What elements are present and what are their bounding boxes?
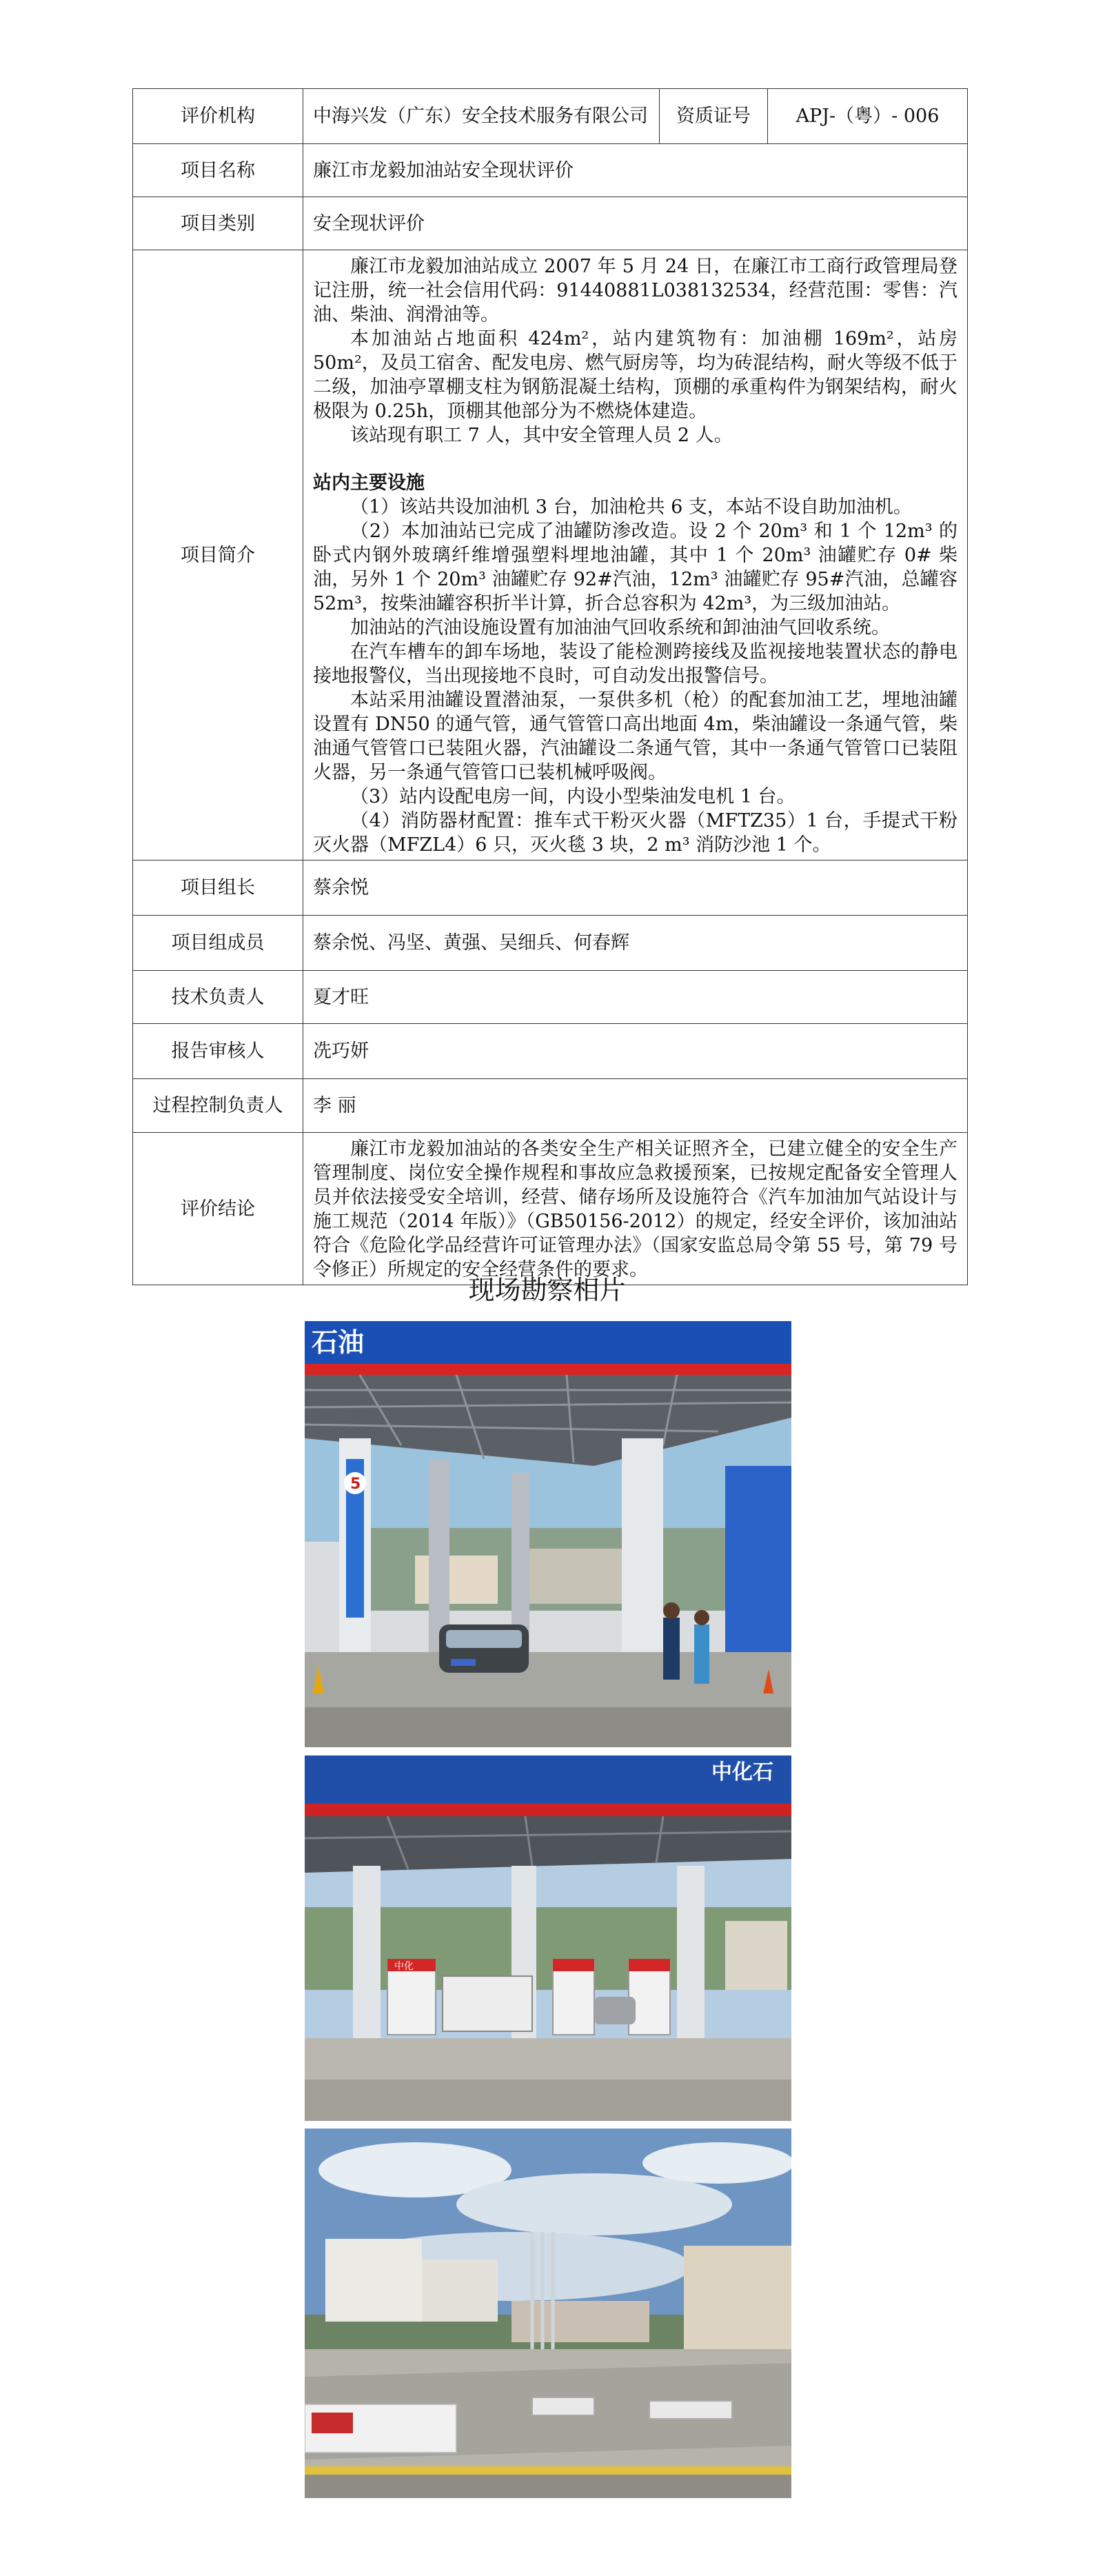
leader-value: 蔡余悦 — [303, 861, 968, 916]
facilities-paragraph: （1）该站共设加油机 3 台，加油枪共 6 支，本站不设自助加油机。 — [350, 496, 912, 518]
facilities-title: 站内主要设施 — [313, 472, 425, 494]
org-label: 评价机构 — [133, 89, 303, 144]
org-value: 中海兴发（广东）安全技术服务有限公司 — [303, 89, 660, 144]
pump-brand-label: 中化 — [394, 1961, 414, 1972]
facilities-paragraph: （2）本加油站已完成了油罐防渗改造。设 2 个 20m³ 和 1 个 12m³ 的卧式内钢外玻璃纤维增强塑料埋地油罐，其中 1 个 20m³ 油罐贮存 0# 柴油，另外 1 个 20m³ 油罐贮存 92#汽油，12m³ 油罐贮存 95#汽油，总罐容 52m³，按柴油罐容积折半计算，折合总容积为 42m³，为三级加油站。 — [313, 521, 958, 614]
conclusion-label: 评价结论 — [133, 1133, 303, 1285]
summary-paragraph: 廉江市龙毅加油站成立 2007 年 5 月 24 日，在廉江市工商行政管理局登记注册，统一社会信用代码：91440881L038132534，经营范围：零售：汽油、柴油、润滑油等。 — [313, 256, 958, 325]
tech-lead-label: 技术负责人 — [133, 971, 303, 1024]
facilities-paragraph: 在汽车槽车的卸车场地，装设了能检测跨接线及监视接地装置状态的静电接地报警仪，当出现接地不良时，可自动发出报警信号。 — [313, 641, 958, 687]
site-photo-canopy-entrance — [305, 1321, 791, 1747]
facilities-paragraph: 本站采用油罐设置潜油泵，一泵供多机（枪）的配套加油工艺，埋地油罐设置有 DN50 的通气管，通气管管口高出地面 4m，柴油罐设一条通气管，柴油通气管管口已装阻火器，汽油罐设二条通气管，其中一条通气管管口已装阻火器，另一条通气管管口已装机械呼吸阀。 — [313, 690, 958, 783]
reviewer-label: 报告审核人 — [133, 1024, 303, 1079]
project-type-value: 安全现状评价 — [303, 197, 968, 250]
cert-label: 资质证号 — [660, 89, 768, 144]
project-name-label: 项目名称 — [133, 144, 303, 197]
reviewer-value: 冼巧妍 — [303, 1024, 968, 1079]
photos-title: 现场勘察相片 — [468, 1275, 626, 1305]
summary-paragraph: 本加油站占地面积 424m²，站内建筑物有：加油棚 169m²，站房 50m²，及员工宿舍、配发电房、燃气厨房等，均为砖混结构，耐火等级不低于二级，加油亭罩棚支柱为钢筋混凝土结构，顶棚的承重构件为钢架结构，耐火极限为 0.25h，顶棚其他部分为不燃烧体建造。 — [313, 328, 958, 422]
leader-label: 项目组长 — [133, 861, 303, 916]
summary-label: 项目简介 — [133, 250, 303, 861]
process-control-label: 过程控制负责人 — [133, 1079, 303, 1133]
members-label: 项目组成员 — [133, 916, 303, 971]
pump-number: 5 — [350, 1476, 361, 1493]
project-name-value: 廉江市龙毅加油站安全现状评价 — [303, 144, 968, 197]
station-sign-text: 中化石 — [711, 1760, 773, 1784]
cert-value: APJ-（粤）- 006 — [768, 89, 968, 144]
evaluation-info-table — [132, 88, 968, 1285]
project-type-label: 项目类别 — [133, 197, 303, 250]
conclusion-content — [303, 1133, 968, 1285]
members-value: 蔡余悦、冯坚、黄强、吴细兵、何春辉 — [303, 916, 968, 971]
process-control-value: 李 丽 — [303, 1079, 968, 1133]
station-sign-text: 石油 — [312, 1327, 365, 1358]
summary-content — [303, 250, 968, 861]
facilities-paragraph: 加油站的汽油设施设置有加油油气回收系统和卸油油气回收系统。 — [350, 617, 890, 638]
site-photo-tank-area — [305, 2129, 791, 2498]
tech-lead-value: 夏才旺 — [303, 971, 968, 1024]
site-photo-fuel-pumps — [305, 1755, 791, 2121]
facilities-paragraph: （3）站内设配电房一间，内设小型柴油发电机 1 台。 — [350, 786, 796, 807]
facilities-paragraph: （4）消防器材配置：推车式干粉灭火器（MFTZ35）1 台，手提式干粉灭火器（MFZL4）6 只，灭火毯 3 块，2 m³ 消防沙池 1 个。 — [313, 810, 958, 856]
summary-paragraph: 该站现有职工 7 人，其中安全管理人员 2 人。 — [350, 425, 733, 446]
conclusion-text: 廉江市龙毅加油站的各类安全生产相关证照齐全，已建立健全的安全生产管理制度、岗位安全操作规程和事故应急救援预案，已按规定配备安全管理人员并依法接受安全培训，经营、储存场所及设施符合《汽车加油加气站设计与施工规范（2014 年版）》（GB50156-2012）的规定，经安全评价，该加油站符合《危险化学品经营许可证管理办法》（国家安监总局令第 55 号，第 79 号令修正）所规定的安全经营条件的要求。 — [313, 1138, 958, 1280]
